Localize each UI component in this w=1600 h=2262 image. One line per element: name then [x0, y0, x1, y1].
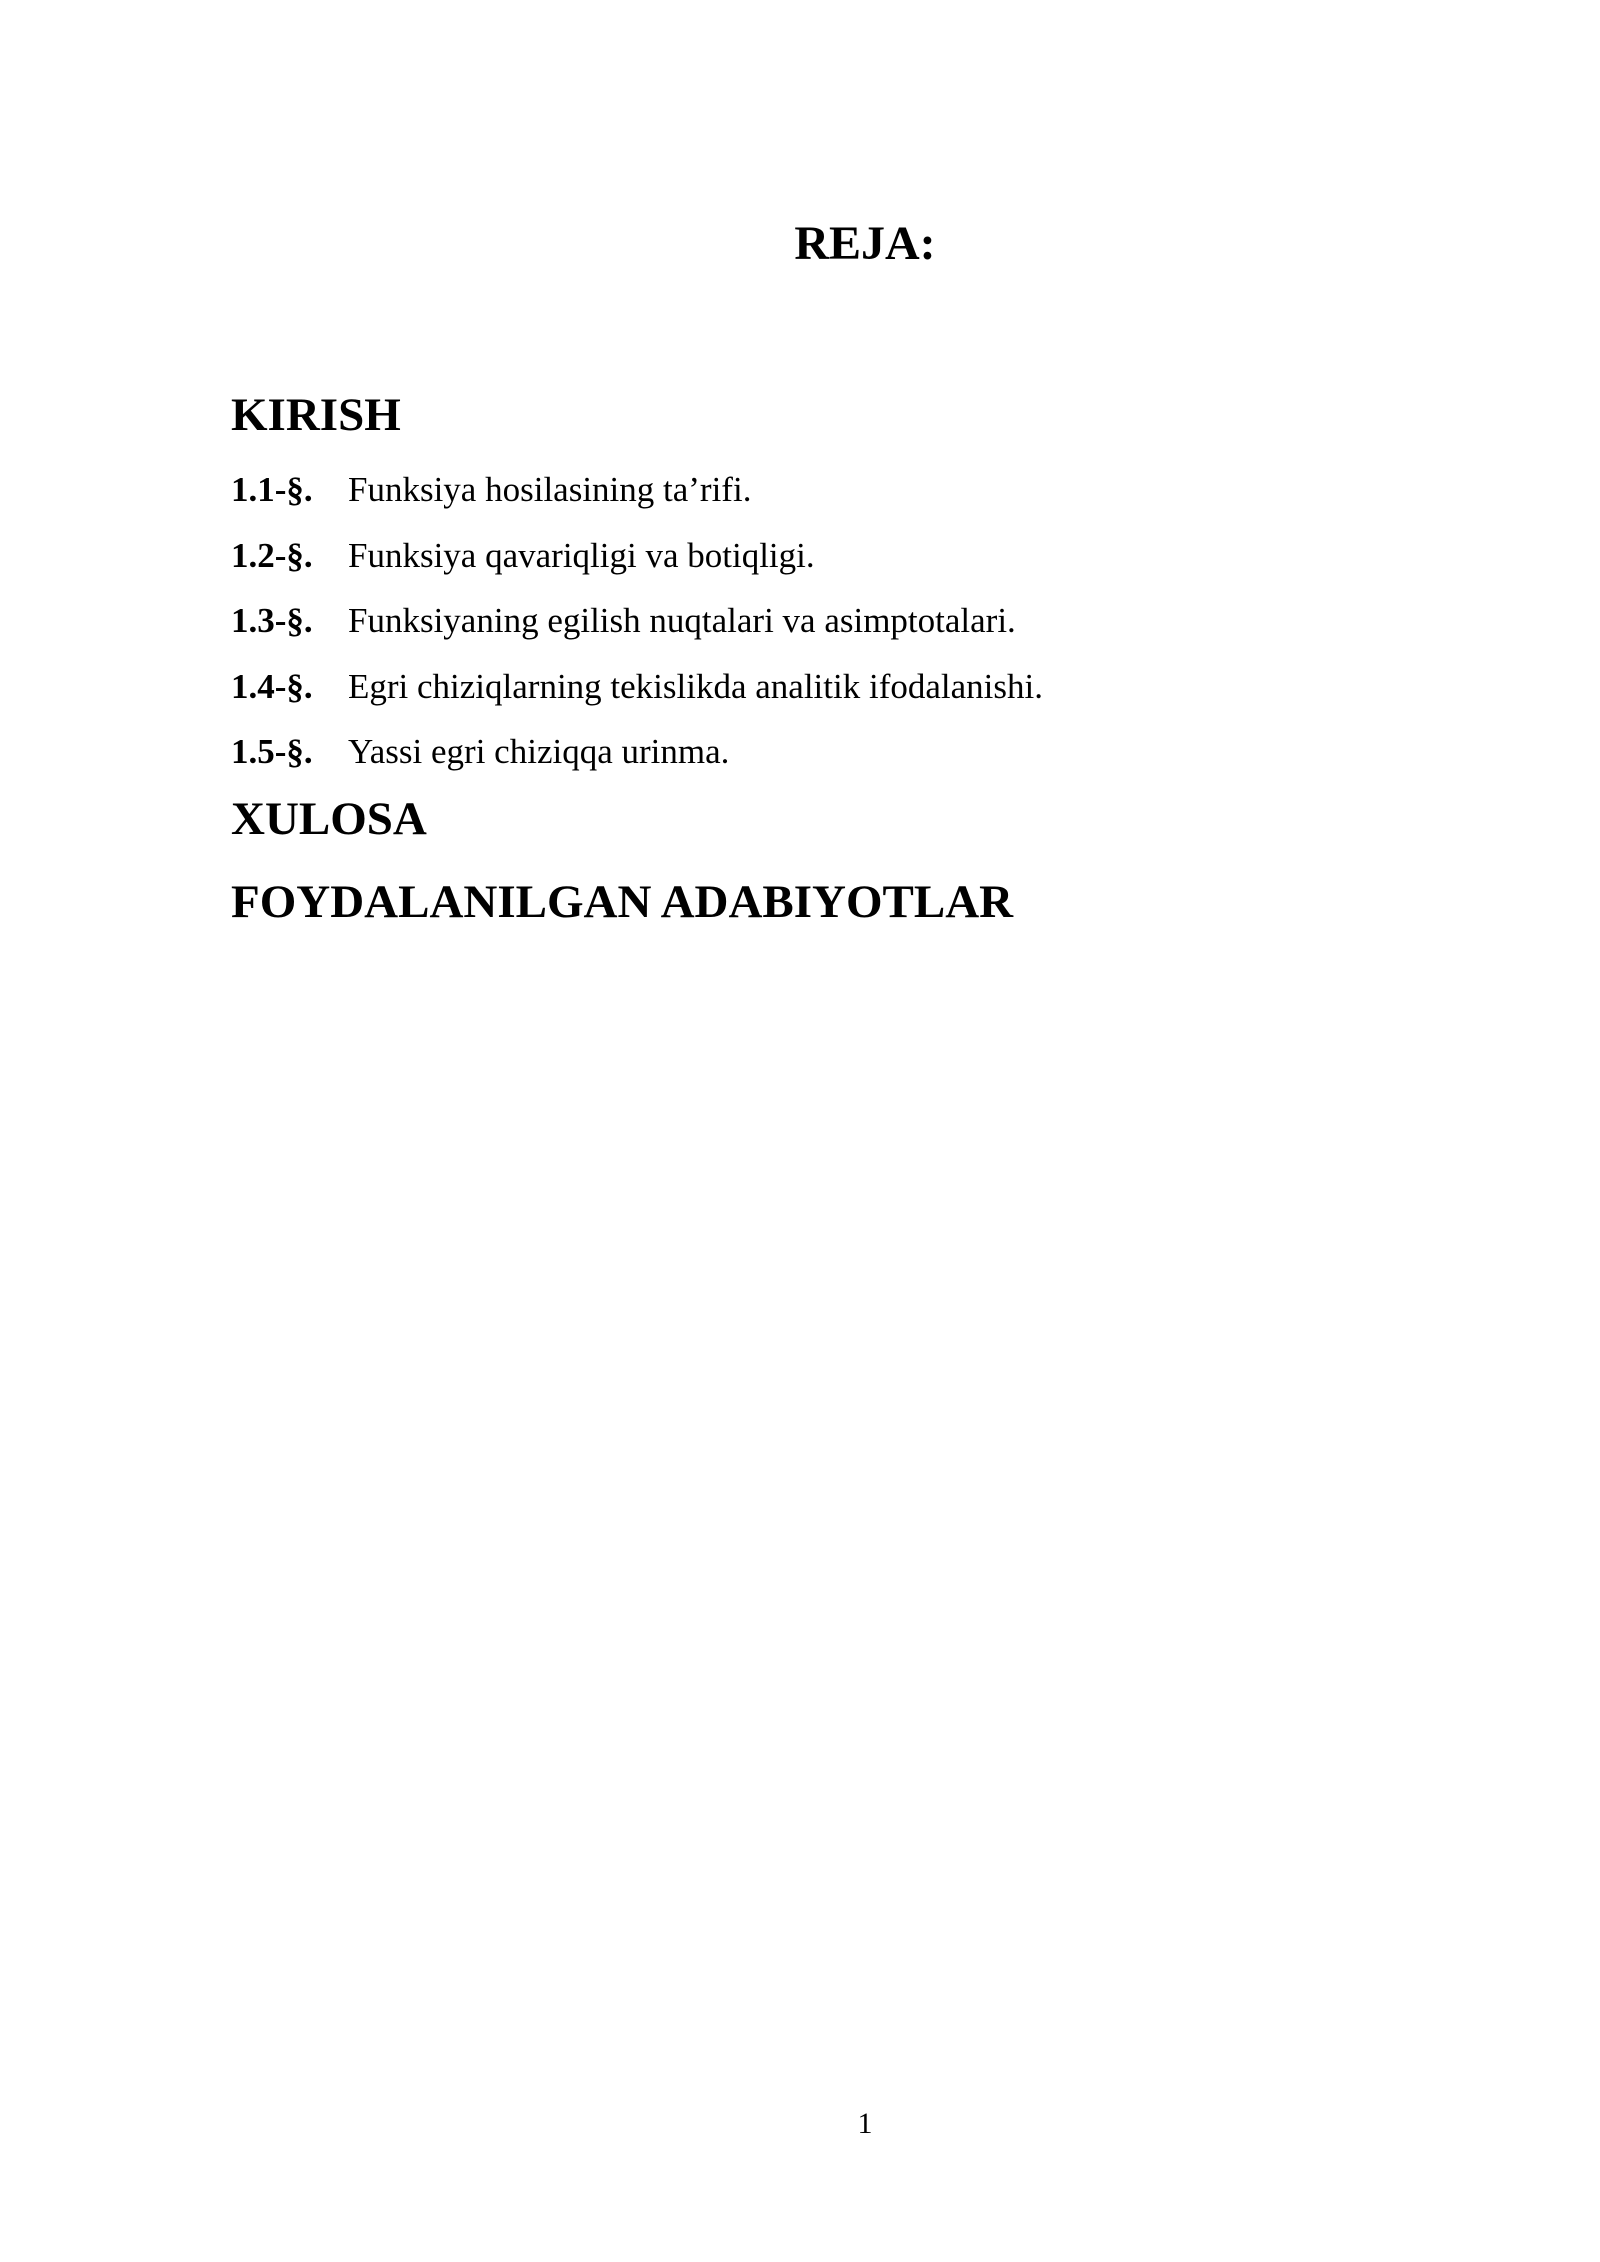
toc-item-text: Egri chiziqlarning tekislikda analitik ifodalanishi.	[348, 666, 1043, 706]
toc-item	[231, 523, 1431, 589]
toc-item-text: Funksiya qavariqligi va botiqligi.	[348, 535, 815, 575]
references-heading: FOYDALANILGAN ADABIYOTLAR	[231, 875, 1014, 928]
toc-item	[231, 588, 1431, 654]
toc-item-number: 1.3-§.	[231, 601, 313, 640]
conclusion-heading: XULOSA	[231, 792, 427, 845]
toc-item-text: Yassi egri chiziqqa urinma.	[348, 732, 730, 771]
toc-item	[231, 719, 1431, 785]
toc-item-text: Funksiyaning egilish nuqtalari va asimptotalari.	[348, 601, 1016, 640]
toc-item-text: Funksiya hosilasining ta’rifi.	[348, 470, 752, 509]
toc-item-number: 1.2-§.	[231, 535, 313, 575]
page-title: REJA:	[794, 217, 936, 270]
page-number: 1	[857, 2107, 873, 2140]
toc-item-number: 1.1-§.	[231, 470, 313, 509]
toc-list	[231, 457, 1431, 785]
intro-heading: KIRISH	[231, 389, 401, 441]
toc-item-number: 1.5-§.	[231, 732, 313, 771]
toc-item	[231, 654, 1431, 720]
table-of-contents	[231, 385, 1431, 932]
toc-item	[231, 457, 1431, 523]
toc-item-number: 1.4-§.	[231, 666, 313, 706]
